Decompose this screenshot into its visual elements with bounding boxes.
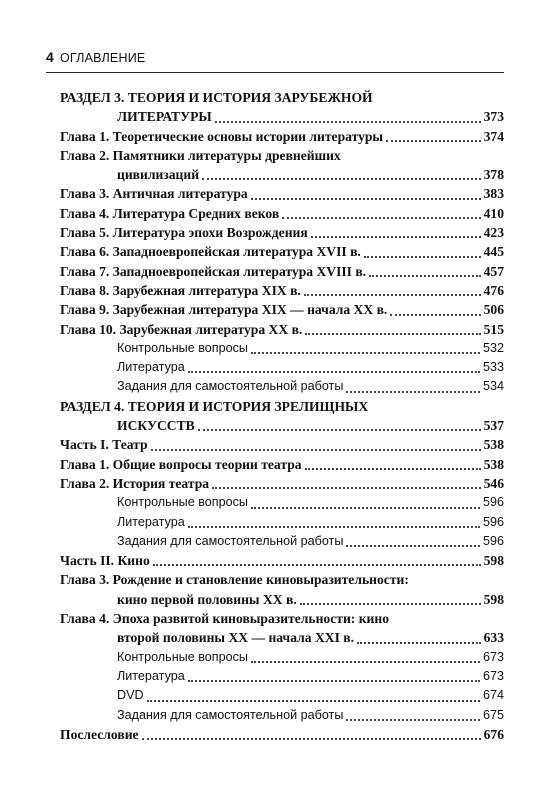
toc-entry-page: 534	[482, 379, 504, 394]
dot-leader	[153, 564, 481, 566]
header-divider	[46, 72, 504, 73]
toc-subentry-literature[interactable]	[60, 358, 504, 377]
toc-entry-title: Глава 9. Зарубежная литература XIX — начала XX в.	[60, 302, 388, 318]
dot-leader	[188, 680, 480, 682]
toc-entry-title: Контрольные вопросы	[117, 495, 248, 510]
toc-subentry-questions[interactable]	[60, 493, 504, 512]
toc-entry-page: 457	[483, 263, 504, 279]
dot-leader	[346, 545, 480, 547]
dot-leader	[212, 487, 481, 489]
dot-leader	[300, 603, 481, 605]
dot-leader	[390, 314, 480, 316]
toc-entry-page: 373	[483, 109, 504, 125]
toc-chapter-8[interactable]	[60, 281, 504, 300]
toc-entry-title: Глава 7. Западноевропейская литература XVIII в.	[60, 263, 367, 279]
toc-chapter-3[interactable]	[60, 184, 504, 203]
toc-part-1[interactable]	[60, 435, 504, 454]
toc-chapter-2-heading: Глава 2. Памятники литературы древнейших	[60, 147, 341, 163]
toc-chapter-9[interactable]	[60, 300, 504, 319]
toc-entry-title: Глава 10. Зарубежная литература XX в.	[60, 321, 303, 337]
dot-leader	[251, 352, 480, 354]
toc-entry-title: Глава 2. История театра	[60, 475, 210, 491]
toc-subentry-tasks[interactable]	[60, 377, 504, 396]
table-of-contents	[60, 88, 504, 744]
toc-entry-title: ИСКУССТВ	[117, 418, 195, 434]
toc-entry-title: Задания для самостоятельной работы	[117, 707, 344, 722]
toc-subentry-questions[interactable]	[60, 339, 504, 358]
toc-entry-title: Литература	[117, 514, 185, 529]
dot-leader	[304, 294, 481, 296]
toc-subentry-questions[interactable]	[60, 648, 504, 667]
page-number: 4	[46, 49, 54, 65]
toc-entry-title: кино первой половины XX в.	[117, 591, 297, 607]
toc-entry-title: Глава 1. Общие вопросы теории театра	[60, 456, 302, 472]
dot-leader	[386, 140, 481, 142]
toc-entry-page: 676	[483, 726, 504, 742]
toc-cinema-chapter-3-heading: Глава 3. Рождение и становление киновыразительности:	[60, 572, 409, 588]
toc-entry-title: ЛИТЕРАТУРЫ	[117, 109, 212, 125]
dot-leader	[364, 256, 481, 258]
toc-entry-page: 383	[483, 186, 504, 202]
dot-leader	[305, 468, 481, 470]
dot-leader	[346, 391, 480, 393]
toc-entry-page: 633	[483, 630, 504, 646]
toc-chapter-7[interactable]	[60, 262, 504, 281]
toc-theatre-chapter-1[interactable]	[60, 455, 504, 474]
toc-chapter-6[interactable]	[60, 242, 504, 261]
dot-leader	[147, 700, 480, 702]
toc-entry-page: 410	[483, 205, 504, 221]
toc-subentry-literature[interactable]	[60, 513, 504, 532]
toc-entry-title: Задания для самостоятельной работы	[117, 379, 344, 394]
toc-entry-page: 423	[483, 225, 504, 241]
toc-cinema-chapter-3[interactable]	[60, 590, 504, 609]
toc-entry-title: DVD	[117, 688, 144, 703]
toc-chapter-1[interactable]	[60, 127, 504, 146]
toc-entry-title: Глава 3. Античная литература	[60, 186, 248, 202]
toc-entry-page: 673	[482, 668, 504, 683]
dot-leader	[357, 642, 481, 644]
toc-entry-title: Послесловие	[60, 726, 139, 742]
dot-leader	[369, 275, 481, 277]
toc-entry-title: Глава 5. Литература эпохи Возрождения	[60, 225, 308, 241]
dot-leader	[251, 198, 481, 200]
toc-chapter-10[interactable]	[60, 320, 504, 339]
dot-leader	[198, 429, 481, 431]
toc-entry-page: 374	[483, 128, 504, 144]
toc-entry-page: 674	[482, 688, 504, 703]
toc-chapter-4[interactable]	[60, 204, 504, 223]
toc-entry-title: Задания для самостоятельной работы	[117, 533, 344, 548]
toc-entry-page: 378	[483, 167, 504, 183]
toc-entry-page: 596	[482, 514, 504, 529]
toc-section-4-heading: РАЗДЕЛ 4. ТЕОРИЯ И ИСТОРИЯ ЗРЕЛИЩНЫХ	[60, 398, 369, 414]
dot-leader	[142, 738, 481, 740]
toc-entry-page: 538	[483, 456, 504, 472]
dot-leader	[311, 236, 481, 238]
toc-entry-page: 598	[483, 591, 504, 607]
toc-chapter-5[interactable]	[60, 223, 504, 242]
dot-leader	[251, 507, 480, 509]
toc-entry-title: Часть II. Кино	[60, 553, 150, 569]
toc-entry-title: Контрольные вопросы	[117, 649, 248, 664]
dot-leader	[346, 719, 480, 721]
toc-section-3-heading: РАЗДЕЛ 3. ТЕОРИЯ И ИСТОРИЯ ЗАРУБЕЖНОЙ	[60, 90, 373, 105]
toc-entry-title: Глава 8. Зарубежная литература XIX в.	[60, 282, 301, 298]
toc-subentry-tasks[interactable]	[60, 706, 504, 725]
dot-leader	[251, 661, 480, 663]
toc-entry-title: цивилизаций	[117, 167, 200, 183]
toc-entry-title: второй половины XX — начала XXI в.	[117, 630, 355, 646]
toc-chapter-2[interactable]	[60, 165, 504, 184]
dot-leader	[282, 217, 480, 219]
toc-section-4[interactable]	[60, 416, 504, 435]
toc-section-3[interactable]	[60, 107, 504, 126]
toc-entry-title: Глава 1. Теоретические основы истории литературы	[60, 128, 384, 144]
toc-entry-page: 476	[483, 282, 504, 298]
toc-entry-page: 546	[483, 475, 504, 491]
toc-entry-title: Часть I. Театр	[60, 437, 148, 453]
toc-subentry-tasks[interactable]	[60, 532, 504, 551]
dot-leader	[215, 121, 481, 123]
toc-part-2[interactable]	[60, 551, 504, 570]
toc-entry-title: Литература	[117, 360, 185, 375]
dot-leader	[151, 449, 481, 451]
toc-entry-page: 445	[483, 244, 504, 260]
toc-entry-page: 596	[482, 533, 504, 548]
toc-entry-page: 533	[482, 360, 504, 375]
header-title: ОГЛАВЛЕНИЕ	[60, 51, 146, 65]
toc-cinema-chapter-4-heading: Глава 4. Эпоха развитой киновыразительности: кино	[60, 611, 389, 627]
dot-leader	[305, 333, 480, 335]
toc-entry-title: Глава 6. Западноевропейская литература XVII в.	[60, 244, 361, 260]
dot-leader	[188, 526, 480, 528]
toc-afterword[interactable]	[60, 725, 504, 744]
toc-entry-page: 506	[483, 302, 504, 318]
toc-cinema-chapter-4[interactable]	[60, 628, 504, 647]
dot-leader	[188, 371, 480, 373]
toc-entry-page: 596	[482, 495, 504, 510]
toc-entry-title: Глава 4. Литература Средних веков	[60, 205, 280, 221]
toc-theatre-chapter-2[interactable]	[60, 474, 504, 493]
toc-entry-page: 532	[482, 340, 504, 355]
toc-entry-page: 673	[482, 649, 504, 664]
running-header	[46, 49, 145, 65]
toc-entry-title: Контрольные вопросы	[117, 340, 248, 355]
toc-entry-page: 515	[483, 321, 504, 337]
toc-subentry-literature[interactable]	[60, 667, 504, 686]
toc-subentry-dvd[interactable]	[60, 686, 504, 705]
toc-entry-title: Литература	[117, 668, 185, 683]
toc-entry-page: 598	[483, 553, 504, 569]
dot-leader	[202, 178, 481, 180]
toc-entry-page: 538	[483, 437, 504, 453]
toc-entry-page: 675	[482, 707, 504, 722]
toc-entry-page: 537	[483, 418, 504, 434]
